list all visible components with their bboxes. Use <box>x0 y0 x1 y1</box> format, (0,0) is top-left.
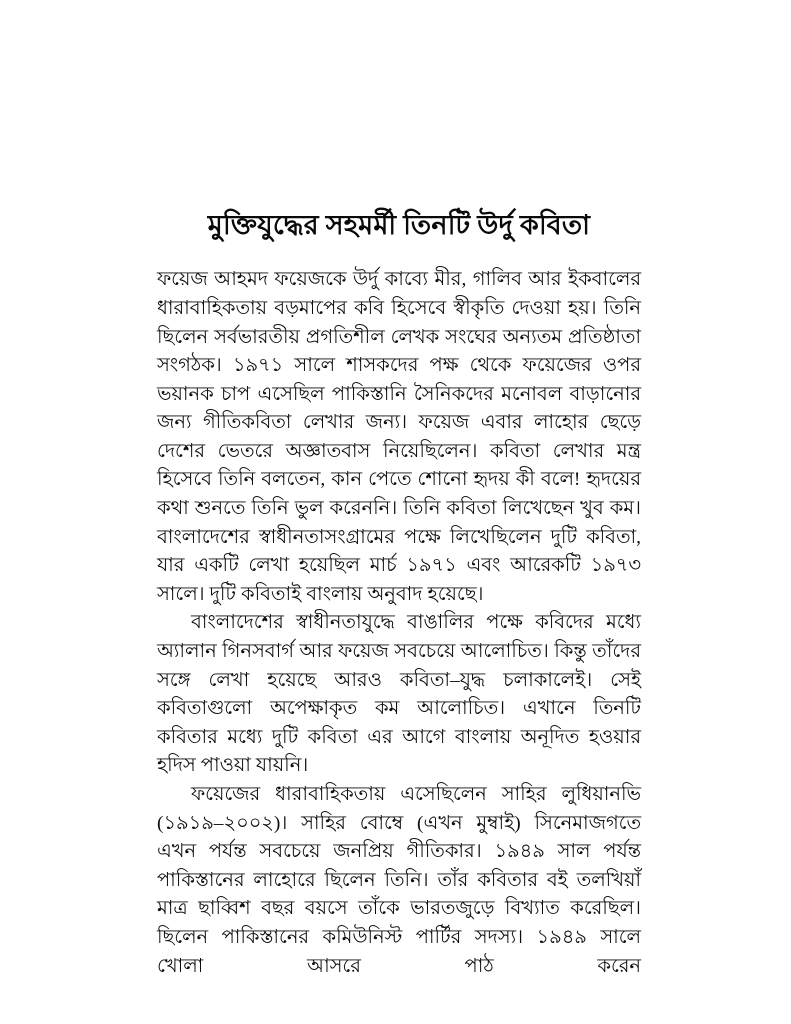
page-title: মুক্তিযুদ্ধের সহমর্মী তিনটি উর্দু কবিতা <box>207 210 591 240</box>
body-paragraph-2: বাংলাদেশের স্বাধীনতাযুদ্ধে বাঙালির পক্ষে কবিদের মধ্যে অ্যালান গিনসবার্গ আর ফয়েজ সবচেয়ে আলোচিত। কিন্তু তাঁদের সঙ্গে লেখা হয়েছে আরও কবিতা–যুদ্ধ চলাকালেই। সেই কবিতাগুলো অপেক্ষাকৃত কম আলোচিত। এখানে তিনটি কবিতার মধ্যে দুটি কবিতা এর আগে বাংলায় অনূদিত হওয়ার হদিস পাওয়া যায়নি। <box>157 612 641 777</box>
body-paragraph-1: ফয়েজ আহমদ ফয়েজকে উর্দু কাব্যে মীর, গালিব আর ইকবালের ধারাবাহিকতায় বড়মাপের কবি হিসেবে স্বীকৃতি দেওয়া হয়। তিনি ছিলেন সর্বভারতীয় প্রগতিশীল লেখক সংঘের অন্যতম প্রতিষ্ঠাতা সংগঠক। ১৯৭১ সালে শাসকদের পক্ষ থেকে ফয়েজের ওপর ভয়ানক চাপ এসেছিল পাকিস্তানি সৈনিকদের মনোবল বাড়ানোর জন্য গীতিকবিতা লেখার জন্য। ফয়েজ এবার লাহোর ছেড়ে দেশের ভেতরে অজ্ঞাতবাস নিয়েছিলেন। কবিতা লেখার মন্ত্র হিসেবে তিনি বলতেন, কান পেতে শোনো হৃদয় কী বলে! হৃদয়ের কথা শুনতে তিনি ভুল করেননি। তিনি কবিতা লিখেছেন খুব কম। বাংলাদেশের স্বাধীনতাসংগ্রামের পক্ষে লিখেছিলেন দুটি কবিতা, যার একটি লেখা হয়েছিল মার্চ ১৯৭১ এবং আরেকটি ১৯৭৩ সালে। দুটি কবিতাই বাংলায় অনুবাদ হয়েছে। <box>157 269 641 605</box>
body-paragraph-3: ফয়েজের ধারাবাহিকতায় এসেছিলেন সাহির লুধিয়ানভি (১৯১৯–২০০২)। সাহির বোম্বে (এখন মুম্বাই) সিনেমাজগতে এখন পর্যন্ত সবচেয়ে জনপ্রিয় গীতিকার। ১৯৪৯ সাল পর্যন্ত পাকিস্তানের লাহোরে ছিলেন তিনি। তাঁর কবিতার বই তলখিয়াঁ মাত্র ছাব্বিশ বছর বয়সে তাঁকে ভারতজুড়ে বিখ্যাত করেছিল। ছিলেন পাকিস্তানের কমিউনিস্ট পার্টির সদস্য। ১৯৪৯ সালে খোলা আসরে পাঠ করেন <box>157 784 641 977</box>
text-column <box>157 206 641 981</box>
